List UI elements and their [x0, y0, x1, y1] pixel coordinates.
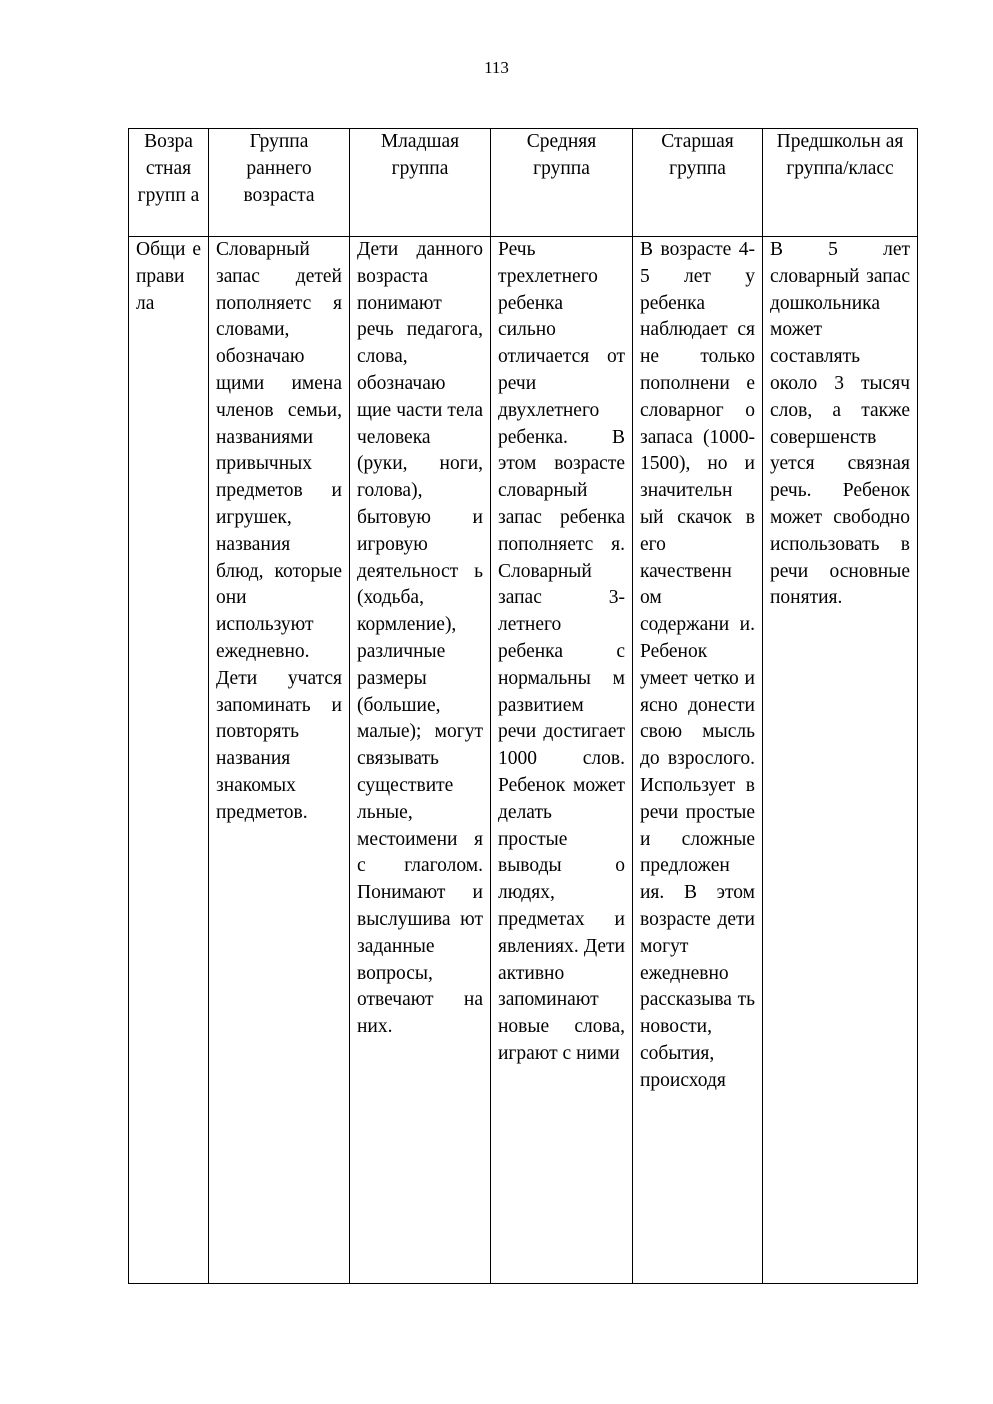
table-row [129, 237, 918, 1284]
table-header-row [129, 129, 918, 237]
cell-junior: Дети данного возраста понимают речь педагога, слова, обозначаю щие части тела человека (руки, ноги, голова), бытовую и игровую деятельност ь (ходьба, кормление), различные размеры (большие, малые); могут связывать существите льные, местоимени я с глаголом. Понимают и выслушива ют заданные вопросы, отвечают на них. [350, 237, 491, 1284]
page-number: 113 [484, 58, 509, 77]
cell-general-rules: Общи е прави ла [129, 237, 209, 1284]
header-junior-group: Младшая группа [350, 129, 491, 237]
cell-middle: Речь трехлетнего ребенка сильно отличается от речи двухлетнего ребенка. В этом возрасте словарный запас ребенка пополняетс я. Словарный запас 3-летнего ребенка с нормальны м развитием речи достигает 1000 слов. Ребенок может делать простые выводы о людях, предметах и явлениях. Дети активно запоминают новые слова, играют с ними [491, 237, 633, 1284]
header-age-group: Возра стная групп а [129, 129, 209, 237]
header-senior-group: Старшая группа [633, 129, 763, 237]
cell-early-age: Словарный запас детей пополняетс я словами, обозначаю щими имена членов семьи, названиями привычных предметов и игрушек, названия блюд, которые они используют ежедневно. Дети учатся запоминать и повторять названия знакомых предметов. [209, 237, 350, 1284]
header-preschool-group: Предшкольн ая группа/класс [763, 129, 918, 237]
header-early-age-group: Группа раннего возраста [209, 129, 350, 237]
age-groups-table [128, 128, 918, 1284]
cell-preschool: В 5 лет словарный запас дошкольника может составлять около 3 тысяч слов, а также совершенств уется связная речь. Ребенок может свободно использовать в речи основные понятия. [763, 237, 918, 1284]
header-middle-group: Средняя группа [491, 129, 633, 237]
cell-senior: В возрасте 4-5 лет у ребенка наблюдает ся не только пополнени е словарног о запаса (1000-1500), но и значительн ый скачок в его качественн ом содержани и. Ребенок умеет четко и ясно донести свою мысль до взрослого. Использует в речи простые и сложные предложен ия. В этом возрасте дети могут ежедневно рассказыва ть новости, события, происходя [633, 237, 763, 1284]
